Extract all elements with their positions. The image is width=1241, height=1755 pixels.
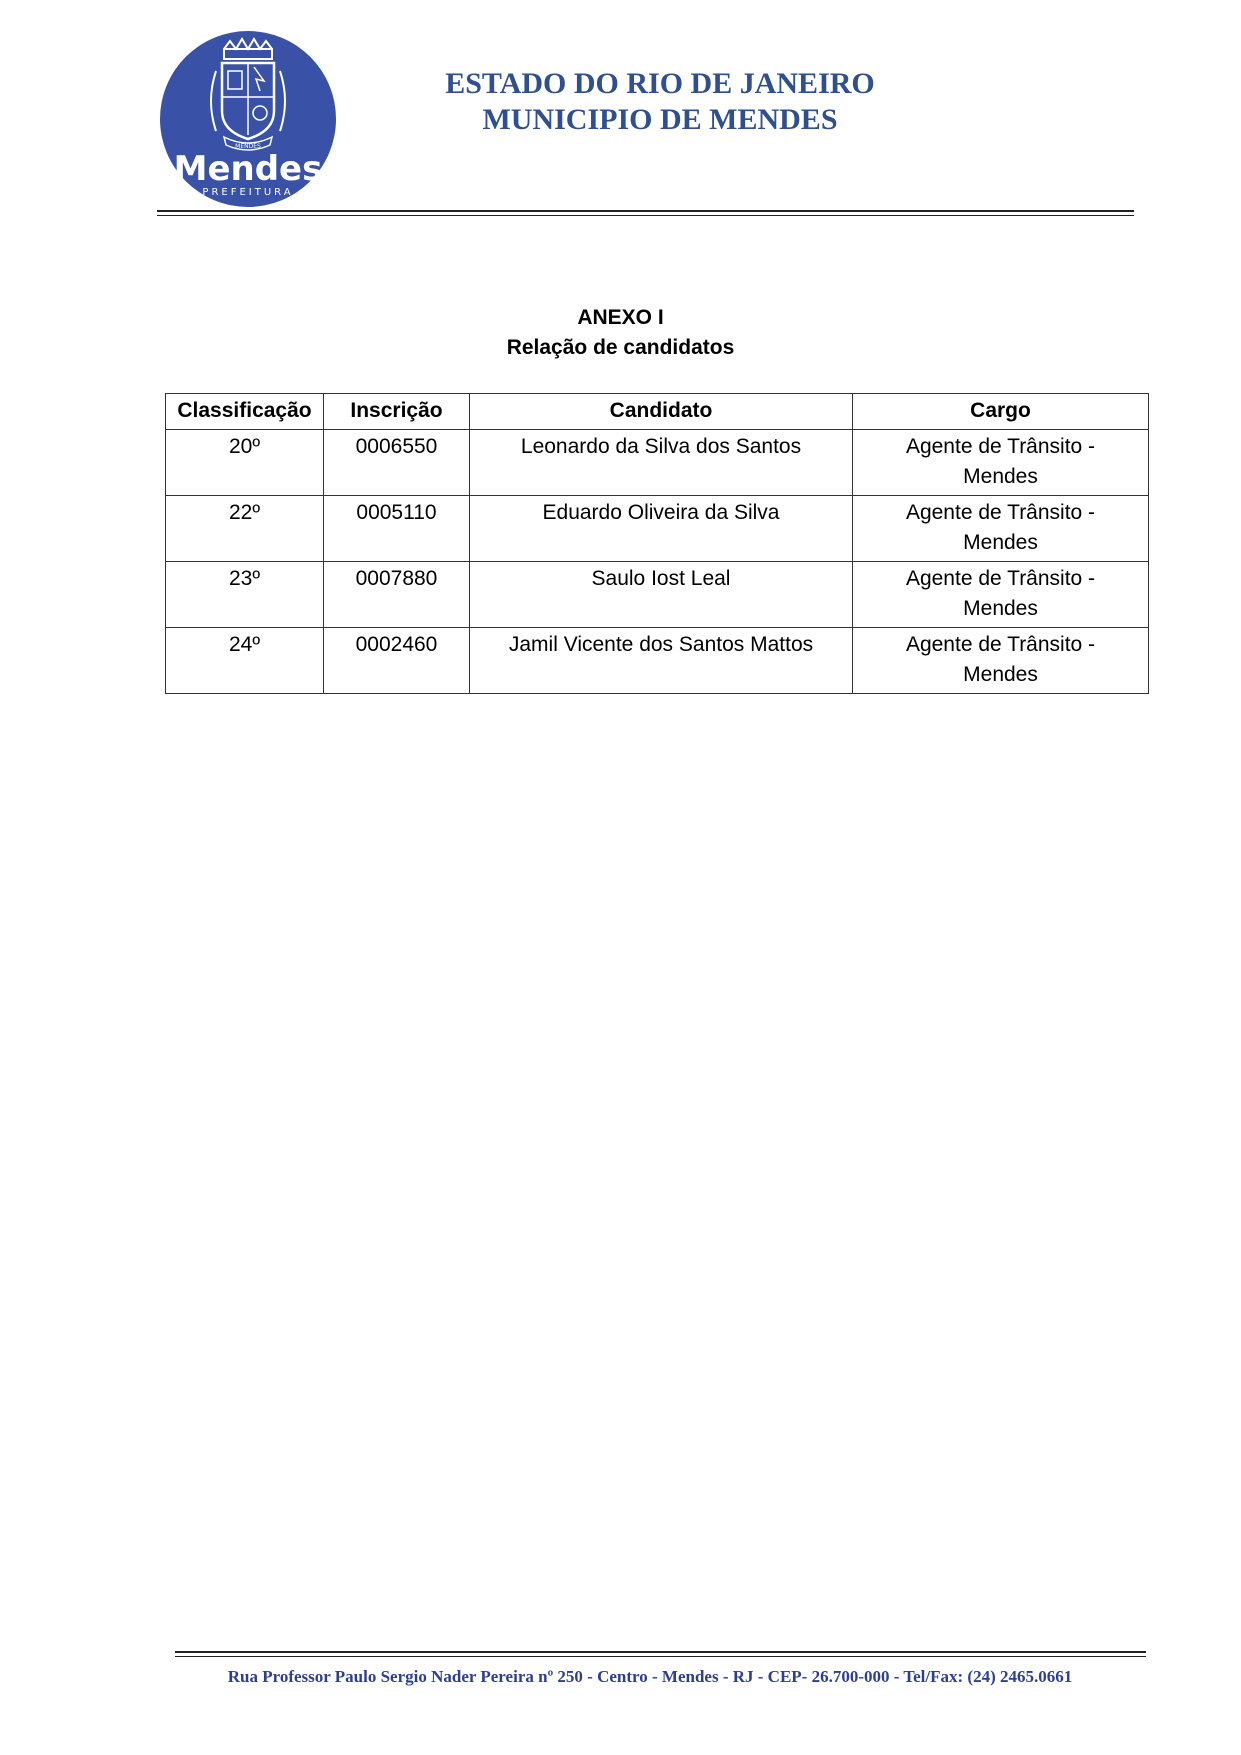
annex-subtitle: Relação de candidatos — [506, 336, 735, 359]
cargo-line2: Mendes — [963, 531, 1038, 554]
cell-classificacao: 22º — [166, 496, 324, 562]
cell-inscricao: 0005110 — [324, 496, 470, 562]
table-header-row — [166, 394, 1149, 430]
cargo-line1: Agente de Trânsito - — [905, 567, 1096, 590]
cell-inscricao: 0002460 — [324, 628, 470, 694]
cell-classificacao: 20º — [166, 430, 324, 496]
cell-cargo — [853, 496, 1149, 562]
cell-candidato: Leonardo da Silva dos Santos — [470, 430, 853, 496]
cell-cargo — [853, 628, 1149, 694]
cargo-line2: Mendes — [963, 465, 1038, 488]
cell-classificacao: 23º — [166, 562, 324, 628]
candidates-table — [165, 393, 1149, 694]
logo-subtitle: PREFEITURA — [202, 187, 294, 198]
cell-cargo — [853, 430, 1149, 496]
crest-ribbon-label: MENDES — [235, 143, 261, 150]
footer-divider — [175, 1651, 1146, 1653]
cell-candidato: Jamil Vicente dos Santos Mattos — [470, 628, 853, 694]
cargo-line2: Mendes — [963, 597, 1038, 620]
table-row — [166, 496, 1149, 562]
footer-divider-thin — [175, 1656, 1146, 1657]
header-title-state: ESTADO DO RIO DE JANEIRO — [445, 67, 875, 100]
cell-candidato: Saulo Iost Leal — [470, 562, 853, 628]
header-candidato: Candidato — [470, 394, 853, 430]
header-divider-thin — [157, 215, 1134, 216]
annex-title: ANEXO I — [577, 306, 664, 329]
cell-classificacao: 24º — [166, 628, 324, 694]
table-row — [166, 430, 1149, 496]
municipal-logo — [160, 31, 336, 207]
cargo-line1: Agente de Trânsito - — [905, 435, 1096, 458]
cell-inscricao: 0006550 — [324, 430, 470, 496]
cargo-line2: Mendes — [963, 663, 1038, 686]
table-row — [166, 562, 1149, 628]
cargo-line1: Agente de Trânsito - — [905, 501, 1096, 524]
footer-address: Rua Professor Paulo Sergio Nader Pereira nº 250 - Centro - Mendes - RJ - CEP- 26.700-000 - Tel/Fax: (24) 2465.0661 — [227, 1667, 1073, 1686]
header-classificacao: Classificação — [166, 394, 324, 430]
header-title-municipality: MUNICIPIO DE MENDES — [482, 103, 838, 136]
cell-cargo — [853, 562, 1149, 628]
header-cargo: Cargo — [853, 394, 1149, 430]
logo-name: Mendes — [173, 149, 323, 189]
header-inscricao: Inscrição — [324, 394, 470, 430]
cell-inscricao: 0007880 — [324, 562, 470, 628]
cargo-line1: Agente de Trânsito - — [905, 633, 1096, 656]
cell-candidato: Eduardo Oliveira da Silva — [470, 496, 853, 562]
header-divider — [157, 210, 1134, 212]
table-row — [166, 628, 1149, 694]
